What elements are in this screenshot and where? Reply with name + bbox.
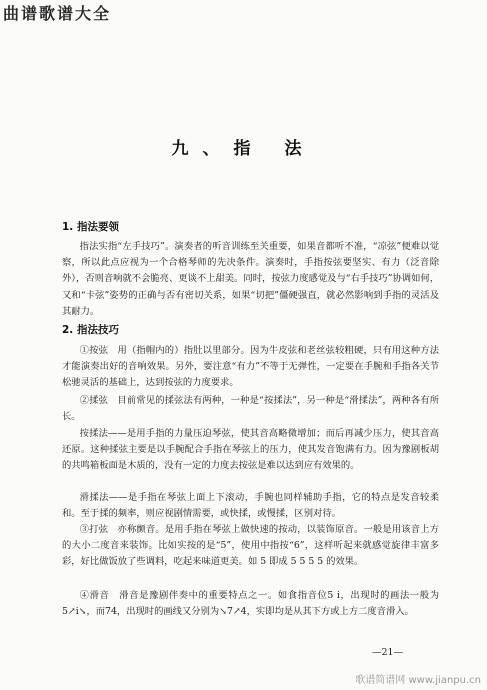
paragraph-glide: ④滑音 滑音是豫剧伴奏中的重要特点之一。如食指音位5 i，出现时的画法一般为5↗i↘，而74，出现时的画线又分别为↘7↗4，实即均是从其下方或上方二度音滑入。 <box>62 590 439 618</box>
paragraph-slide-vibrato: 滑揉法——是手指在琴弦上面上下滚动，手腕也同样辅助手指，它的特点是发音较柔和。至于揉的频率，则应视剧情需要，或快揉，或慢揉，区别对待。 <box>62 492 439 520</box>
paragraph-finger-essentials: 指法实指“左手技巧”。演奏者的听音训练至关重要，如果音都听不准，“凉弦”便难以觉察，所以此点应视为一个合格琴师的先决条件。演奏时，手指按弦要坚实、有力（泛音除外），否则音响就不会脆亮、更谈不上甜美。同时，按弦力度感觉及与“右手技巧”协调如何，又和“卡弦”姿势的正确与否有密切关系，如果“切把”僵硬强直，就必然影响到手指的灵活及其耐力。 <box>62 241 439 317</box>
paragraph-press-vibrato: 按揉法——是用手指的力量压迫琴弦，使其音高略微增加；而后再减少压力，使其音高还原。这种揉弦主要是以手腕配合手指在琴弦上的压力，使其发音饱满有力。因为豫剧板胡的共鸣箱板面是木质的，没有一定的力度去按弦是难以达到应有效果的。 <box>62 428 439 472</box>
chapter-title: 九、指 法 <box>171 139 316 159</box>
section-heading-2: 2. 指法技巧 <box>62 324 119 336</box>
paragraph-trill: ③打弦 亦称颤音。是用手指在琴弦上做快速的按动，以装饰原音。一般是用该音上方的大小二度音来装饰。比如实按的是“5”，使用中指按“6”，这样听起来就感觉旋律丰富多彩，好比做饭放了些调料，吃起来味道更美。如 5 即成 5 5 5 5 的效果。 <box>62 524 439 568</box>
section-heading-1: 1. 指法要领 <box>62 221 119 233</box>
page-number: —21— <box>372 647 404 658</box>
paragraph-vibrato: ②揉弦 目前常见的揉弦法有两种，一种是“按揉法”，另一种是“滑揉法”，两种各有所长。 <box>62 395 439 423</box>
site-title: 曲谱歌谱大全 <box>3 4 112 23</box>
watermark: 歌谱简谱网 www.jianpu.cn <box>355 675 481 686</box>
paragraph-pressing: ①按弦 用（指帽内的）指肚以里部分。因为牛皮弦和老丝弦较粗硬，只有用这种方法才能演奏出好的音响效果。另外，要注意“有力”不等于无弹性，一定要在手腕和手指各关节松驰灵活的基础上，达到按弦的力度要求。 <box>62 345 439 389</box>
